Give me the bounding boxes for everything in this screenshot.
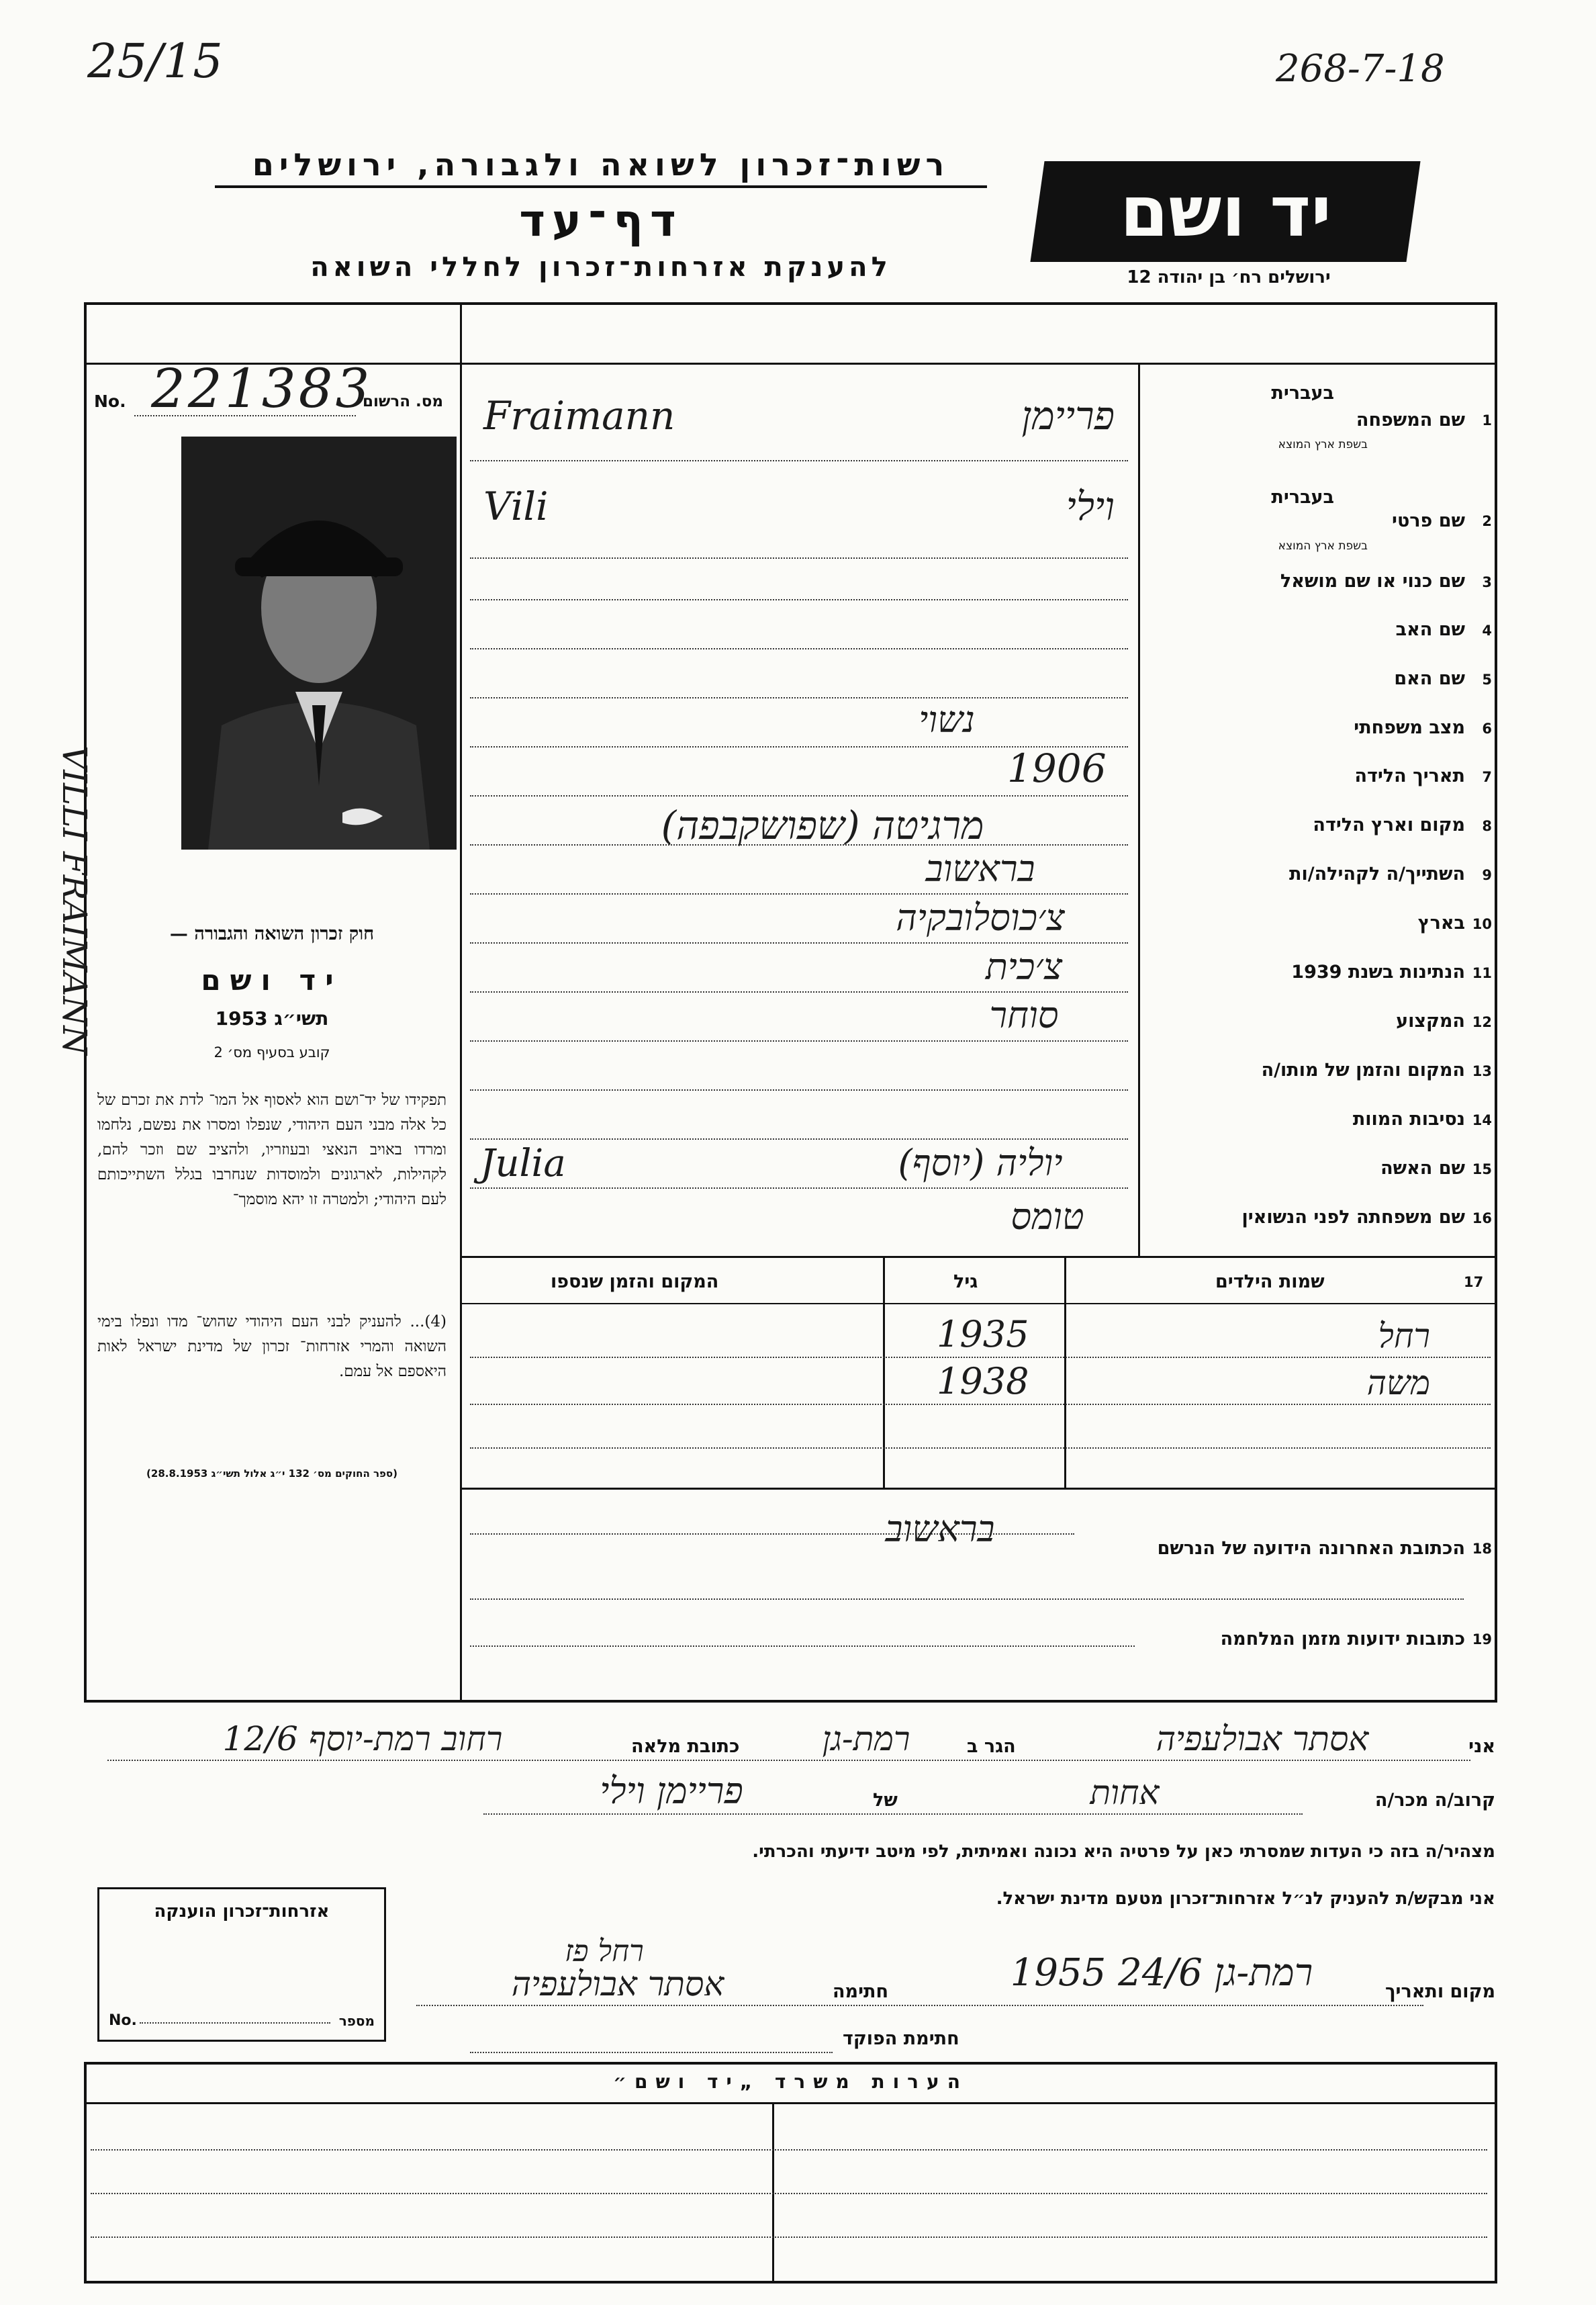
place-date-value: רמת-גן 24/6 1955 [1010, 1951, 1313, 1995]
child-2-name: משה [1366, 1363, 1430, 1402]
yad-vashem-logo [1030, 161, 1420, 262]
decl-prefix: אני [1468, 1736, 1495, 1757]
decl-city: רמת-גן [822, 1719, 910, 1758]
logo-text: יד ושם [1119, 171, 1331, 253]
field-12-num: 12 [1472, 1014, 1492, 1030]
field-7-label: תאריך הלידה [1354, 766, 1465, 786]
field-16-num: 16 [1472, 1210, 1492, 1226]
signature-label: חתימה [833, 1981, 889, 2002]
field-15-num: 15 [1472, 1161, 1492, 1177]
field-12-label: המקצוע [1396, 1011, 1465, 1032]
field-15-label: שם האשה [1380, 1158, 1465, 1179]
decl-of-label: של [873, 1790, 898, 1811]
portrait-photo [181, 437, 457, 850]
office-notes-title: הערות משרד „יד ושם״ [613, 2071, 968, 2093]
logo-address: ירושלים רח׳ בן יהודה 12 [1127, 267, 1331, 287]
registration-no-label: No. [94, 392, 126, 411]
field-15-value: יוליה (יוסף) [898, 1142, 1063, 1184]
field-3-num: 3 [1482, 574, 1492, 590]
field-4-label: שם האב [1395, 619, 1465, 640]
field-1-value-origin: Fraimann [483, 393, 675, 439]
field-9-num: 9 [1482, 867, 1492, 883]
form-subtitle: להענקת אזרחות־זכרון לחללי השואה [310, 252, 892, 283]
field-13-label: המקום והזמן של מותו/ה [1261, 1060, 1465, 1081]
decl-full-address: רחוב רמת-יוסף 12/6 [222, 1719, 503, 1758]
award-title: אזרחות־זכרון הוענקה [154, 1901, 330, 1922]
field-5-num: 5 [1482, 672, 1492, 688]
field-13-num: 13 [1472, 1063, 1492, 1079]
field-19-num: 19 [1472, 1631, 1492, 1647]
field-7-value: 1906 [1007, 745, 1107, 791]
law-title: חוק זכרון השואה והגבורה — [169, 923, 375, 944]
field-6-num: 6 [1482, 721, 1492, 737]
award-no-label: No. [109, 2012, 137, 2029]
field-7-num: 7 [1482, 769, 1492, 785]
field-16-value: טומס [1011, 1195, 1084, 1238]
registration-number: 221383 [151, 357, 373, 420]
field-1-hebrew-tag: בעברית [1271, 383, 1334, 404]
children-header-age: גיל [953, 1271, 978, 1292]
field-9-label: השתייך/ה לקהילה/ות [1289, 864, 1465, 885]
office-notes-box [84, 2062, 1497, 2284]
decl-address-label: כתובת מלאה [631, 1736, 740, 1757]
child-1-year: 1935 [937, 1313, 1029, 1355]
field-11-label: הנתינות בשנת 1939 [1291, 962, 1465, 983]
form-title: דף־עד [519, 195, 683, 246]
field-2-label: שם פרטי [1392, 510, 1465, 531]
field-1-origin-tag: בשפת ארץ המוצא [1278, 438, 1368, 451]
field-2-origin-tag: בשפת ארץ המוצא [1278, 539, 1368, 553]
field-10-label: בארץ [1417, 913, 1465, 934]
signature-value: אסתר אבולעפיה [511, 1964, 724, 2003]
decl-statement: מצהיר/ה בזה כי העדות שמסרתי כאן על פרטיה היא נכונה ואמיתית, לפי מיטב ידיעתי והכרתי. [752, 1842, 1495, 1862]
field-8-label: מקום וארץ הלידה [1313, 815, 1465, 835]
field-1-value-hebrew: פריימן [1021, 393, 1115, 439]
field-9-value: בראשוב [925, 848, 1035, 890]
field-8-num: 8 [1482, 818, 1492, 834]
law-paragraph-2: (4)... להעניק לבני העם היהודי שהוש־ מדו ונפלו בימי השואה והמרי אזרחות־ זכרון של מדינת ישראל לאות היאספם אל עמם. [97, 1313, 447, 1380]
decl-of-name: פריימן וילי [600, 1770, 743, 1812]
law-clause-ref: קובע בסעיף מס׳ 2 [214, 1044, 330, 1060]
registration-label: מס. הרשום [363, 393, 444, 410]
law-paragraph-1: תפקידו של יד־ושם הוא לאסוף אל המו־ לדת את זכרם של כל אלה מבני העם היהודי, שנפלו ומסרו את נפשם, נלחמו ומרדו באויב הנאצי ובעוזריו, ולהציב שם וזכר להם, לקהילות, לארגונים ולמוסדות שנחרבו בגלל השתייכותם לעם היהודי; ולמטרה זו יהא מוסמך־ [97, 1091, 447, 1208]
photo-vertical-name: VILLI FRAIMANN [55, 745, 94, 1055]
award-number-label: מספר [338, 2013, 375, 2029]
field-6-label: מצב משפחתי [1354, 717, 1465, 738]
decl-relative-label: קרוב/ה מכר/ה [1374, 1790, 1495, 1811]
field-10-num: 10 [1472, 916, 1492, 932]
decl-relation: אחות [1090, 1773, 1160, 1812]
field-8-value: מרגיטה (שפושקבפה) [661, 803, 984, 848]
field-14-num: 14 [1472, 1112, 1492, 1128]
field-16-label: שם משפחתה לפני הנשואין [1241, 1207, 1465, 1228]
award-box [97, 1887, 386, 2042]
field-14-label: נסיבות המוות [1352, 1109, 1465, 1130]
field-6-value: נשוי [919, 698, 975, 741]
field-19-label: כתובות ידועות מזמן המלחמה [1220, 1629, 1465, 1649]
child-1-name: רחל [1378, 1316, 1430, 1355]
child-2-year: 1938 [937, 1360, 1029, 1402]
decl-declarant: אסתר אבולעפיה [1156, 1719, 1369, 1758]
archive-mark-right: 268-7-18 [1276, 47, 1445, 91]
authority-line: רשות־זכרון לשואה ולגבורה, ירושלים [215, 146, 987, 188]
field-18-value: בראשוב [885, 1508, 995, 1550]
field-2-value-origin: Vili [483, 484, 549, 529]
children-header-place: המקום והזמן שנספו [551, 1271, 719, 1292]
law-source: (ספר החוקים מס׳ 132 י״ג אלול תשי״ג 28.8.1953) [146, 1467, 397, 1480]
decl-request: אני מבקש/ת להעניק לנ״ל אזרחות־זכרון מטעם מדינת ישראל. [996, 1889, 1495, 1909]
field-10-value: צ׳כוסלובקיה [896, 897, 1065, 939]
field-18-label: הכתובת האחרונה הידועה של הנרשם [1157, 1538, 1465, 1559]
officer-label: חתימת הפוקד [843, 2028, 959, 2049]
field-4-num: 4 [1482, 623, 1492, 639]
field-11-value: צ׳כית [985, 946, 1063, 988]
law-name: יד ושם [201, 964, 343, 997]
field-1-label: שם המשפחה [1356, 410, 1465, 431]
field-15-value-origin: Julia [480, 1142, 566, 1185]
field-18-num: 18 [1472, 1541, 1492, 1557]
decl-resides-label: הגר ב [967, 1736, 1016, 1757]
field-3-label: שם כנוי או שם מושאל [1280, 571, 1465, 592]
field-2-hebrew-tag: בעברית [1271, 487, 1334, 508]
children-num: 17 [1464, 1274, 1484, 1290]
officer-stamp: רחל פז [565, 1934, 644, 1969]
field-5-label: שם האם [1394, 668, 1465, 689]
place-date-label: מקום ותאריך [1384, 1981, 1495, 2002]
law-year: תשי״ג 1953 [215, 1007, 329, 1030]
archive-mark-left: 25/15 [87, 34, 223, 89]
field-11-num: 11 [1472, 965, 1492, 981]
field-12-value: סוחר [989, 994, 1059, 1036]
field-2-num: 2 [1482, 513, 1492, 529]
field-2-value-hebrew: וילי [1066, 484, 1115, 529]
field-1-num: 1 [1482, 412, 1492, 428]
children-header-names: שמות הילדים [1215, 1271, 1325, 1292]
